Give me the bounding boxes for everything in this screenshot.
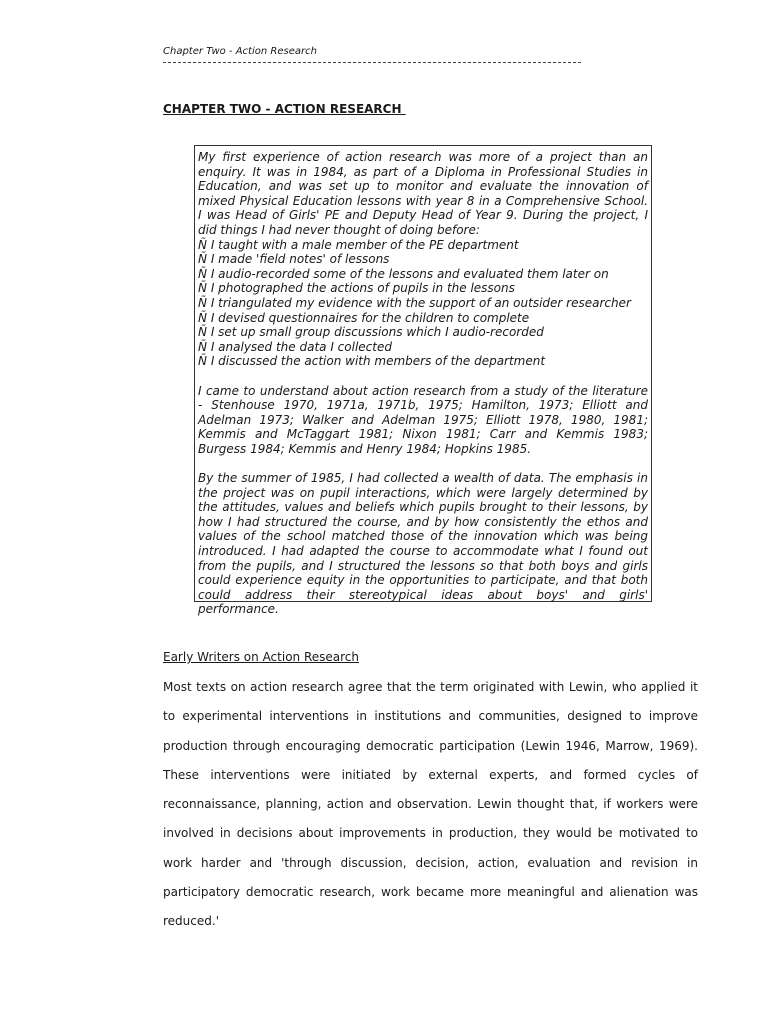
list-item (198, 238, 648, 253)
bullet-glyph: Ñ (198, 252, 207, 267)
paragraph-gap (198, 456, 648, 471)
section-heading: Early Writers on Action Research (163, 650, 360, 664)
list-item (198, 325, 648, 340)
list-item (198, 281, 648, 296)
quote-paragraph-summer: By the summer of 1985, I had collected a wealth of data. The emphasis in the project was on pupil interactions, which were largely determined by the attitudes, values and beliefs which pupils brought to their lessons, by how I had structured the course, and by how consistently the ethos and values of the school matched those of the innovation which was being introduced. I had adapted the course to accommodate what I found out from the pupils, and I structured the lessons so that both boys and girls could experience equity in the opportunities to participate, and that both could address their stereotypical ideas about boys' and girls' performance. (198, 471, 648, 617)
list-item (198, 354, 648, 369)
list-item-text: I triangulated my evidence with the support of an outsider researcher (210, 295, 631, 310)
list-item-text: I analysed the data I collected (210, 339, 392, 354)
list-item-text: I taught with a male member of the PE department (210, 237, 519, 252)
list-item (198, 252, 648, 267)
quote-intro: My first experience of action research was more of a project than an enquiry. It was in 1984, as part of a Diploma in Professional Studies in Education, and was set up to monitor and evaluate the innovation of mixed Physical Education lessons with year 8 in a Comprehensive School. I was Head of Girls' PE and Deputy Head of Year 9. During the project, I did things I had never thought of doing before: (198, 150, 648, 237)
list-item (198, 267, 648, 282)
running-header: Chapter Two - Action Research (163, 46, 317, 57)
bullet-glyph: Ñ (198, 354, 207, 369)
bullet-list (198, 238, 648, 369)
quote-box (194, 145, 652, 617)
bullet-glyph: Ñ (198, 325, 207, 340)
bullet-glyph: Ñ (198, 310, 207, 325)
list-item-text: I photographed the actions of pupils in the lessons (210, 281, 515, 296)
bullet-glyph: Ñ (198, 266, 207, 281)
list-item (198, 296, 648, 311)
header-rule (163, 62, 581, 63)
chapter-title: CHAPTER TWO - ACTION RESEARCH (163, 102, 406, 116)
list-item-text: I devised questionnaires for the children to complete (210, 310, 530, 325)
list-item-text: I discussed the action with members of the department (210, 354, 546, 369)
list-item (198, 340, 648, 355)
bullet-glyph: Ñ (198, 237, 207, 252)
bullet-glyph: Ñ (198, 281, 207, 296)
list-item-text: I set up small group discussions which I audio-recorded (210, 325, 544, 340)
list-item-text: I made 'field notes' of lessons (210, 252, 390, 267)
bullet-glyph: Ñ (198, 339, 207, 354)
paragraph-gap (198, 369, 648, 384)
body-paragraph: Most texts on action research agree that the term originated with Lewin, who applied it to experimental interventions in institutions and communities, designed to improve production through encouraging democratic participation (Lewin 1946, Marrow, 1969). These interventions were initiated by external experts, and formed cycles of reconnaissance, planning, action and observation. Lewin thought that, if workers were involved in decisions about improvements in production, they would be motivated to work harder and 'through discussion, decision, action, evaluation and revision in participatory democratic research, work became more meaningful and alienation was reduced.' (163, 680, 698, 929)
list-item (198, 311, 648, 326)
list-item-text: I audio-recorded some of the lessons and evaluated them later on (210, 266, 609, 281)
bullet-glyph: Ñ (198, 295, 207, 310)
quote-paragraph-literature: I came to understand about action research from a study of the literature - Stenhouse 1970, 1971a, 1971b, 1975; Hamilton, 1973; Elliott and Adelman 1973; Walker and Adelman 1975; Elliott 1978, 1980, 1981; Kemmis and McTaggart 1981; Nixon 1981; Carr and Kemmis 1983; Burgess 1984; Kemmis and Henry 1984; Hopkins 1985. (198, 383, 648, 456)
